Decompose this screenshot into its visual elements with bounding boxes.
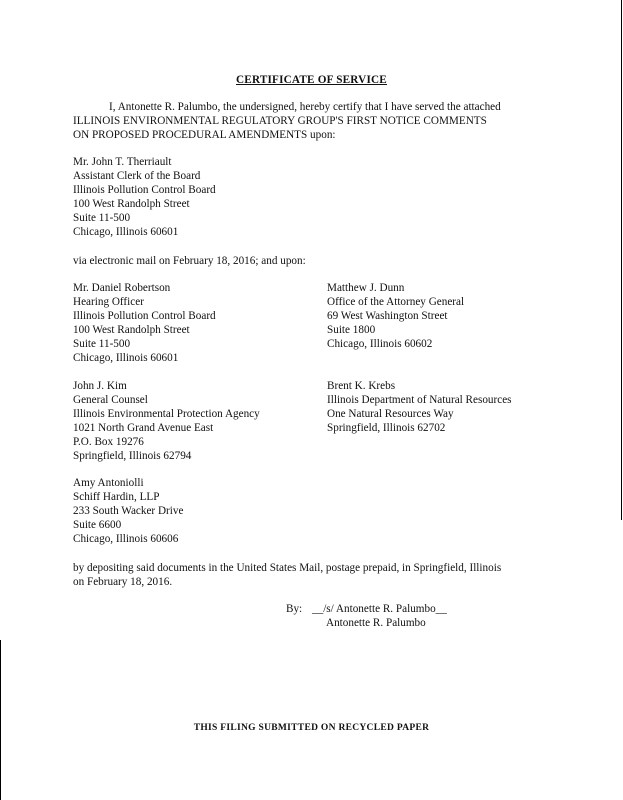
scan-edge-line-left — [0, 640, 1, 800]
address-line: General Counsel — [73, 394, 148, 406]
recipient-therriault — [73, 155, 216, 239]
address-line: Suite 1800 — [327, 324, 376, 336]
mail-paragraph — [73, 561, 543, 589]
address-line: Mr. John T. Therriault — [73, 156, 172, 168]
address-line: Chicago, Illinois 60601 — [73, 352, 179, 364]
mail-line: by depositing said documents in the United States Mail, postage prepaid, in Springfield, Illinois — [73, 562, 502, 574]
address-line: Hearing Officer — [73, 296, 144, 308]
intro-line: I, Antonette R. Palumbo, the undersigned, hereby certify that I have served the attached — [109, 101, 501, 113]
address-line: Chicago, Illinois 60606 — [73, 533, 179, 545]
address-line: 1021 North Grand Avenue East — [73, 422, 214, 434]
address-line: 69 West Washington Street — [327, 310, 448, 322]
address-line: Mr. Daniel Robertson — [73, 282, 171, 294]
recipient-kim — [73, 379, 260, 463]
address-line: Springfield, Illinois 62794 — [73, 450, 192, 462]
address-line: Matthew J. Dunn — [327, 282, 405, 294]
via-email-line: via electronic mail on February 18, 2016; and upon: — [73, 255, 306, 267]
address-line: 233 South Wacker Drive — [73, 505, 184, 517]
signature-by-label: By: — [286, 603, 303, 615]
address-line: Illinois Pollution Control Board — [73, 310, 216, 322]
address-line: Office of the Attorney General — [327, 296, 465, 308]
address-line: Assistant Clerk of the Board — [73, 170, 201, 182]
address-line: Springfield, Illinois 62702 — [327, 422, 446, 434]
signature-block — [286, 602, 447, 630]
address-line: Suite 6600 — [73, 519, 122, 531]
address-line: Illinois Pollution Control Board — [73, 184, 216, 196]
address-line: John J. Kim — [73, 380, 127, 392]
recipient-dunn — [327, 281, 464, 351]
signature-printed-name: Antonette R. Palumbo — [326, 617, 426, 629]
signature-line: __/s/ Antonette R. Palumbo__ — [312, 603, 447, 615]
recipient-antoniolli — [73, 476, 183, 546]
address-line: Illinois Environmental Protection Agency — [73, 408, 260, 420]
footer-notice: THIS FILING SUBMITTED ON RECYCLED PAPER — [193, 723, 430, 733]
address-line: Amy Antoniolli — [73, 477, 144, 489]
intro-line: ILLINOIS ENVIRONMENTAL REGULATORY GROUP'S FIRST NOTICE COMMENTS — [73, 115, 487, 127]
recipient-krebs — [327, 379, 512, 435]
address-line: Brent K. Krebs — [327, 380, 396, 392]
intro-paragraph — [73, 100, 543, 142]
address-line: Suite 11-500 — [73, 338, 131, 350]
intro-line: ON PROPOSED PROCEDURAL AMENDMENTS upon: — [73, 129, 336, 141]
recipient-robertson — [73, 281, 216, 365]
address-line: 100 West Randolph Street — [73, 324, 190, 336]
address-line: Chicago, Illinois 60601 — [73, 226, 179, 238]
address-line: Suite 11-500 — [73, 212, 131, 224]
address-line: Illinois Department of Natural Resources — [327, 394, 512, 406]
address-line: One Natural Resources Way — [327, 408, 454, 420]
mail-line: on February 18, 2016. — [73, 576, 173, 588]
address-line: Chicago, Illinois 60602 — [327, 338, 433, 350]
address-line: Schiff Hardin, LLP — [73, 491, 160, 503]
document-title: CERTIFICATE OF SERVICE — [236, 74, 387, 86]
address-line: 100 West Randolph Street — [73, 198, 190, 210]
address-line: P.O. Box 19276 — [73, 436, 144, 448]
